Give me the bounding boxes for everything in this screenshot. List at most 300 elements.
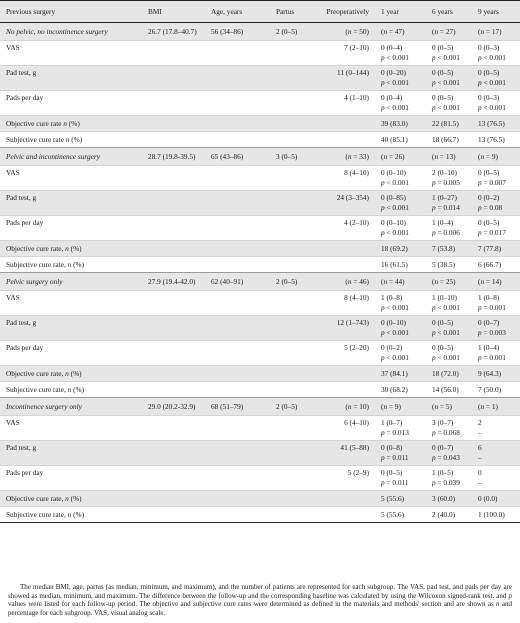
empty-cell bbox=[270, 41, 312, 66]
median-range: 1 (0–7) bbox=[381, 418, 403, 427]
value-6-years bbox=[426, 491, 472, 507]
empty-cell bbox=[205, 316, 270, 341]
data-row bbox=[0, 132, 520, 148]
preop-value: 11 (0–144) bbox=[312, 66, 375, 91]
empty-cell bbox=[142, 491, 205, 507]
p-value: p = 0.068 bbox=[432, 427, 460, 437]
preop-value: 41 (5–88) bbox=[312, 441, 375, 466]
median-range: 5 (38.5) bbox=[432, 259, 456, 269]
median-range: 16 (61.5) bbox=[381, 259, 408, 269]
value-9-years bbox=[472, 216, 520, 241]
data-row bbox=[0, 491, 520, 507]
value-6-years bbox=[426, 241, 472, 257]
empty-cell bbox=[205, 466, 270, 491]
empty-cell bbox=[270, 491, 312, 507]
value-6-years bbox=[426, 382, 472, 398]
group-age: 56 (34–86) bbox=[205, 23, 270, 41]
empty-cell bbox=[205, 382, 270, 398]
empty-cell bbox=[205, 166, 270, 191]
p-value: p < 0.001 bbox=[381, 327, 409, 337]
median-range: 9 (64.3) bbox=[478, 368, 502, 378]
median-range: 2 (40.0) bbox=[432, 509, 456, 519]
p-value: – bbox=[478, 427, 482, 437]
group-n-6-years: (n = 13) bbox=[426, 148, 472, 166]
median-range: 2 (0–10) bbox=[432, 168, 457, 177]
p-value: p = 0.006 bbox=[432, 227, 460, 237]
median-range: 18 (66.7) bbox=[432, 134, 459, 144]
median-range: 0 (0–3) bbox=[478, 43, 500, 52]
p-value: p < 0.001 bbox=[381, 352, 409, 362]
group-n-1-year: (n = 26) bbox=[375, 148, 426, 166]
p-value: p < 0.001 bbox=[381, 102, 409, 112]
value-6-years bbox=[426, 166, 472, 191]
data-row bbox=[0, 341, 520, 366]
empty-cell bbox=[270, 291, 312, 316]
data-row bbox=[0, 466, 520, 491]
table-body bbox=[0, 23, 520, 523]
value-6-years bbox=[426, 316, 472, 341]
preop-value bbox=[312, 366, 375, 382]
value-9-years bbox=[472, 466, 520, 491]
value-9-years bbox=[472, 291, 520, 316]
row-label: Pad test, g bbox=[0, 441, 142, 466]
median-range: 40 (85.1) bbox=[381, 134, 408, 144]
header-bmi: BMI bbox=[142, 1, 205, 23]
median-range: 1 (0–4) bbox=[432, 218, 454, 227]
group-n-6-years: (n = 5) bbox=[426, 398, 472, 416]
median-range: 0 (0–10) bbox=[381, 168, 406, 177]
value-9-years bbox=[472, 491, 520, 507]
header-6-years: 6 years bbox=[426, 1, 472, 23]
empty-cell bbox=[270, 241, 312, 257]
empty-cell bbox=[270, 507, 312, 523]
median-range: 0 (0–2) bbox=[478, 193, 500, 202]
p-value: p < 0.001 bbox=[381, 227, 409, 237]
p-value: p = 0.043 bbox=[432, 452, 460, 462]
empty-cell bbox=[205, 241, 270, 257]
data-row bbox=[0, 257, 520, 273]
value-1-year bbox=[375, 441, 426, 466]
table-footnote: The median BMI, age, partus (as median, minimum, and maximum), and the number of patients are represented for each subgroup. The VAS, pad test, and pads per day are showed as median, minimum, and maximum. The difference between the follow-up and the corresponding baseline was calculated by using the Wilcoxon signed-rank test, and p values were listed for each follow-up period. The objective and subjective cure rates were determined as defined in the materials and methods' section and are shown as n and percentage for each subgroup. VAS, visual analog scale. bbox=[8, 583, 512, 617]
preop-value: 7 (2–10) bbox=[312, 41, 375, 66]
p-value: p = 0.011 bbox=[381, 477, 409, 487]
value-9-years bbox=[472, 91, 520, 116]
data-row bbox=[0, 291, 520, 316]
group-bmi: 28.7 (19.8-39.5) bbox=[142, 148, 205, 166]
median-range: 0 (0–7) bbox=[432, 443, 454, 452]
group-bmi: 29.0 (20.2-32.9) bbox=[142, 398, 205, 416]
value-9-years bbox=[472, 116, 520, 132]
empty-cell bbox=[142, 366, 205, 382]
median-range: 1 (0–5) bbox=[432, 468, 454, 477]
value-9-years bbox=[472, 132, 520, 148]
group-n-preop: (n = 33) bbox=[312, 148, 375, 166]
p-value: p < 0.001 bbox=[432, 102, 460, 112]
data-row bbox=[0, 241, 520, 257]
group-row bbox=[0, 398, 520, 416]
row-label: Objective cure rate, n (%) bbox=[0, 366, 142, 382]
empty-cell bbox=[270, 216, 312, 241]
empty-cell bbox=[142, 241, 205, 257]
row-label: Objective cure rate n (%) bbox=[0, 116, 142, 132]
value-6-years bbox=[426, 366, 472, 382]
value-1-year bbox=[375, 191, 426, 216]
p-value: p < 0.001 bbox=[478, 77, 506, 87]
group-n-6-years: (n = 27) bbox=[426, 23, 472, 41]
group-n-9-years: (n = 1) bbox=[472, 398, 520, 416]
data-row bbox=[0, 416, 520, 441]
empty-cell bbox=[205, 366, 270, 382]
preop-value: 6 (4–10) bbox=[312, 416, 375, 441]
median-range: 22 (81.5) bbox=[432, 118, 459, 128]
empty-cell bbox=[270, 382, 312, 398]
value-1-year bbox=[375, 416, 426, 441]
median-range: 0 (0–5) bbox=[432, 343, 454, 352]
median-range: 0 (0–5) bbox=[432, 43, 454, 52]
median-range: 1 (0–10) bbox=[432, 293, 457, 302]
median-range: 18 (72.0) bbox=[432, 368, 459, 378]
p-value: p < 0.001 bbox=[432, 302, 460, 312]
row-label: Subjective cure rate, n (%) bbox=[0, 257, 142, 273]
group-name: Pelvic and incontinence surgery bbox=[0, 148, 142, 166]
data-row bbox=[0, 366, 520, 382]
p-value: p = 0.011 bbox=[381, 452, 409, 462]
group-age: 68 (51–79) bbox=[205, 398, 270, 416]
median-range: 1 (100.0) bbox=[478, 509, 505, 519]
median-range: 0 (0–5) bbox=[432, 93, 454, 102]
empty-cell bbox=[270, 416, 312, 441]
preop-value bbox=[312, 116, 375, 132]
data-row bbox=[0, 191, 520, 216]
preop-value: 4 (1–10) bbox=[312, 91, 375, 116]
empty-cell bbox=[205, 507, 270, 523]
data-row bbox=[0, 91, 520, 116]
p-value: p = 0.001 bbox=[478, 352, 506, 362]
value-6-years bbox=[426, 466, 472, 491]
empty-cell bbox=[205, 257, 270, 273]
row-label: Pads per day bbox=[0, 341, 142, 366]
median-range: 6 bbox=[478, 443, 482, 452]
median-range: 0 (0–5) bbox=[432, 68, 454, 77]
empty-cell bbox=[142, 132, 205, 148]
row-label: Subjective cure rate, n (%) bbox=[0, 507, 142, 523]
empty-cell bbox=[142, 116, 205, 132]
value-6-years bbox=[426, 416, 472, 441]
row-label: VAS bbox=[0, 416, 142, 441]
empty-cell bbox=[142, 466, 205, 491]
data-row bbox=[0, 41, 520, 66]
empty-cell bbox=[205, 91, 270, 116]
group-name: No pelvic, no incontinence surgery bbox=[0, 23, 142, 41]
empty-cell bbox=[142, 66, 205, 91]
group-age: 62 (40–91) bbox=[205, 273, 270, 291]
value-1-year bbox=[375, 116, 426, 132]
median-range: 0 (0–2) bbox=[381, 343, 403, 352]
median-range: 0 (0–5) bbox=[478, 168, 500, 177]
value-1-year bbox=[375, 291, 426, 316]
median-range: 1 (0–4) bbox=[478, 343, 500, 352]
group-bmi: 26.7 (17.8–40.7) bbox=[142, 23, 205, 41]
median-range: 7 (50.0) bbox=[478, 384, 502, 394]
value-9-years bbox=[472, 441, 520, 466]
group-n-1-year: (n = 47) bbox=[375, 23, 426, 41]
preop-value: 24 (3–354) bbox=[312, 191, 375, 216]
p-value: p < 0.001 bbox=[381, 77, 409, 87]
preop-value: 5 (2–9) bbox=[312, 466, 375, 491]
value-6-years bbox=[426, 66, 472, 91]
value-9-years bbox=[472, 366, 520, 382]
group-n-1-year: (n = 9) bbox=[375, 398, 426, 416]
median-range: 0 (0–5) bbox=[478, 218, 500, 227]
value-6-years bbox=[426, 507, 472, 523]
value-6-years bbox=[426, 341, 472, 366]
value-1-year bbox=[375, 41, 426, 66]
p-value: p = 0.08 bbox=[478, 202, 503, 212]
value-9-years bbox=[472, 191, 520, 216]
median-range: 0 (0–4) bbox=[381, 93, 403, 102]
empty-cell bbox=[142, 416, 205, 441]
p-value: p = 0.014 bbox=[432, 202, 460, 212]
value-1-year bbox=[375, 132, 426, 148]
row-label: Subjective cure rate, n (%) bbox=[0, 382, 142, 398]
p-value: p = 0.005 bbox=[432, 177, 460, 187]
value-9-years bbox=[472, 382, 520, 398]
preop-value bbox=[312, 257, 375, 273]
empty-cell bbox=[205, 116, 270, 132]
preop-value bbox=[312, 491, 375, 507]
row-label: VAS bbox=[0, 291, 142, 316]
preop-value: 5 (2–20) bbox=[312, 341, 375, 366]
data-row bbox=[0, 216, 520, 241]
group-n-1-year: (n = 44) bbox=[375, 273, 426, 291]
row-label: Subjective cure rate n (%) bbox=[0, 132, 142, 148]
empty-cell bbox=[205, 291, 270, 316]
p-value: p = 0.017 bbox=[478, 227, 506, 237]
empty-cell bbox=[270, 191, 312, 216]
header-age: Age, years bbox=[205, 1, 270, 23]
data-row bbox=[0, 507, 520, 523]
preop-value: 8 (4–10) bbox=[312, 291, 375, 316]
median-range: 37 (84.1) bbox=[381, 368, 408, 378]
value-6-years bbox=[426, 116, 472, 132]
group-n-preop: (n = 46) bbox=[312, 273, 375, 291]
p-value: p = 0.001 bbox=[478, 302, 506, 312]
median-range: 0 (0–8) bbox=[381, 443, 403, 452]
empty-cell bbox=[205, 191, 270, 216]
header-partus: Partus bbox=[270, 1, 312, 23]
median-range: 0 (0–3) bbox=[478, 93, 500, 102]
median-range: 0 (0–10) bbox=[381, 318, 406, 327]
median-range: 1 (0–27) bbox=[432, 193, 457, 202]
median-range: 30 (68.2) bbox=[381, 384, 408, 394]
p-value: p < 0.001 bbox=[381, 177, 409, 187]
row-label: Pads per day bbox=[0, 91, 142, 116]
data-row bbox=[0, 382, 520, 398]
preop-value: 12 (1–743) bbox=[312, 316, 375, 341]
empty-cell bbox=[270, 116, 312, 132]
data-row bbox=[0, 316, 520, 341]
row-label: Pads per day bbox=[0, 466, 142, 491]
empty-cell bbox=[205, 132, 270, 148]
median-range: 0 bbox=[478, 468, 482, 477]
empty-cell bbox=[142, 507, 205, 523]
median-range: 14 (56.0) bbox=[432, 384, 459, 394]
median-range: 0 (0–85) bbox=[381, 193, 406, 202]
value-9-years bbox=[472, 316, 520, 341]
preop-value bbox=[312, 241, 375, 257]
p-value: p < 0.001 bbox=[478, 52, 506, 62]
value-9-years bbox=[472, 257, 520, 273]
median-range: 13 (76.5) bbox=[478, 134, 505, 144]
group-row bbox=[0, 23, 520, 41]
median-range: 7 (53.8) bbox=[432, 243, 456, 253]
row-label: Pads per day bbox=[0, 216, 142, 241]
group-age: 65 (43–86) bbox=[205, 148, 270, 166]
group-partus: 2 (0–5) bbox=[270, 23, 312, 41]
empty-cell bbox=[270, 166, 312, 191]
median-range: 5 (55.6) bbox=[381, 493, 405, 503]
empty-cell bbox=[205, 66, 270, 91]
value-1-year bbox=[375, 166, 426, 191]
empty-cell bbox=[142, 291, 205, 316]
value-1-year bbox=[375, 66, 426, 91]
p-value: p = 0.013 bbox=[381, 427, 409, 437]
value-1-year bbox=[375, 507, 426, 523]
median-range: 1 (0–8) bbox=[381, 293, 403, 302]
data-row bbox=[0, 441, 520, 466]
group-n-9-years: (n = 9) bbox=[472, 148, 520, 166]
value-1-year bbox=[375, 257, 426, 273]
median-range: 5 (55.6) bbox=[381, 509, 405, 519]
row-label: Pad test, g bbox=[0, 66, 142, 91]
group-n-9-years: (n = 14) bbox=[472, 273, 520, 291]
median-range: 1 (0–8) bbox=[478, 293, 500, 302]
group-row bbox=[0, 148, 520, 166]
group-name: Pelvic surgery only bbox=[0, 273, 142, 291]
value-6-years bbox=[426, 41, 472, 66]
header-preoperatively: Preoperatively bbox=[312, 1, 375, 23]
median-range: 7 (77.8) bbox=[478, 243, 502, 253]
group-partus: 2 (0–5) bbox=[270, 398, 312, 416]
value-9-years bbox=[472, 41, 520, 66]
median-range: 0 (0–10) bbox=[381, 218, 406, 227]
empty-cell bbox=[270, 341, 312, 366]
value-9-years bbox=[472, 416, 520, 441]
empty-cell bbox=[205, 441, 270, 466]
value-6-years bbox=[426, 257, 472, 273]
row-label: Pad test, g bbox=[0, 316, 142, 341]
median-range: 0 (0–4) bbox=[381, 43, 403, 52]
p-value: p < 0.001 bbox=[432, 52, 460, 62]
median-range: 0 (0–5) bbox=[478, 68, 500, 77]
header-row bbox=[0, 1, 520, 23]
empty-cell bbox=[205, 341, 270, 366]
data-row bbox=[0, 116, 520, 132]
group-n-9-years: (n = 17) bbox=[472, 23, 520, 41]
row-label: Objective cure rate, n (%) bbox=[0, 491, 142, 507]
median-range: 13 (76.5) bbox=[478, 118, 505, 128]
p-value: p < 0.001 bbox=[381, 202, 409, 212]
value-9-years bbox=[472, 241, 520, 257]
median-range: 2 bbox=[478, 418, 482, 427]
p-value: p < 0.001 bbox=[432, 327, 460, 337]
median-range: 3 (60.0) bbox=[432, 493, 456, 503]
median-range: 0 (0–20) bbox=[381, 68, 406, 77]
value-6-years bbox=[426, 91, 472, 116]
empty-cell bbox=[205, 491, 270, 507]
empty-cell bbox=[270, 441, 312, 466]
p-value: p < 0.001 bbox=[432, 77, 460, 87]
value-1-year bbox=[375, 341, 426, 366]
value-6-years bbox=[426, 132, 472, 148]
empty-cell bbox=[142, 316, 205, 341]
median-range: 0 (0–5) bbox=[432, 318, 454, 327]
median-range: 3 (0–7) bbox=[432, 418, 454, 427]
value-1-year bbox=[375, 316, 426, 341]
empty-cell bbox=[205, 216, 270, 241]
value-1-year bbox=[375, 491, 426, 507]
preop-value bbox=[312, 132, 375, 148]
group-partus: 2 (0–5) bbox=[270, 273, 312, 291]
empty-cell bbox=[270, 91, 312, 116]
header-9-years: 9 years bbox=[472, 1, 520, 23]
empty-cell bbox=[142, 341, 205, 366]
empty-cell bbox=[270, 366, 312, 382]
p-value: p < 0.001 bbox=[478, 102, 506, 112]
value-1-year bbox=[375, 466, 426, 491]
empty-cell bbox=[205, 41, 270, 66]
empty-cell bbox=[142, 191, 205, 216]
preop-value: 8 (4–10) bbox=[312, 166, 375, 191]
empty-cell bbox=[142, 382, 205, 398]
data-row bbox=[0, 166, 520, 191]
median-range: 0 (0–7) bbox=[478, 318, 500, 327]
empty-cell bbox=[142, 257, 205, 273]
value-6-years bbox=[426, 291, 472, 316]
value-1-year bbox=[375, 366, 426, 382]
empty-cell bbox=[270, 257, 312, 273]
empty-cell bbox=[142, 441, 205, 466]
p-value: p = 0.039 bbox=[432, 477, 460, 487]
group-name: Incontinence surgery only bbox=[0, 398, 142, 416]
header-previous-surgery: Previous surgery bbox=[0, 1, 142, 23]
row-label: Objective cure rate, n (%) bbox=[0, 241, 142, 257]
value-1-year bbox=[375, 91, 426, 116]
group-n-preop: (n = 10) bbox=[312, 398, 375, 416]
value-6-years bbox=[426, 216, 472, 241]
median-range: 0 (0.0) bbox=[478, 493, 498, 503]
data-row bbox=[0, 66, 520, 91]
value-9-years bbox=[472, 341, 520, 366]
group-partus: 3 (0–5) bbox=[270, 148, 312, 166]
p-value: p = 0.003 bbox=[478, 327, 506, 337]
p-value: p < 0.001 bbox=[432, 352, 460, 362]
p-value: p = 0.007 bbox=[478, 177, 506, 187]
value-9-years bbox=[472, 166, 520, 191]
p-value: p < 0.001 bbox=[381, 302, 409, 312]
p-value: – bbox=[478, 452, 482, 462]
empty-cell bbox=[270, 66, 312, 91]
median-range: 6 (66.7) bbox=[478, 259, 502, 269]
row-label: Pad test, g bbox=[0, 191, 142, 216]
value-9-years bbox=[472, 66, 520, 91]
row-label: VAS bbox=[0, 166, 142, 191]
value-9-years bbox=[472, 507, 520, 523]
value-1-year bbox=[375, 216, 426, 241]
p-value: p < 0.001 bbox=[381, 52, 409, 62]
group-n-preop: (n = 50) bbox=[312, 23, 375, 41]
value-1-year bbox=[375, 241, 426, 257]
